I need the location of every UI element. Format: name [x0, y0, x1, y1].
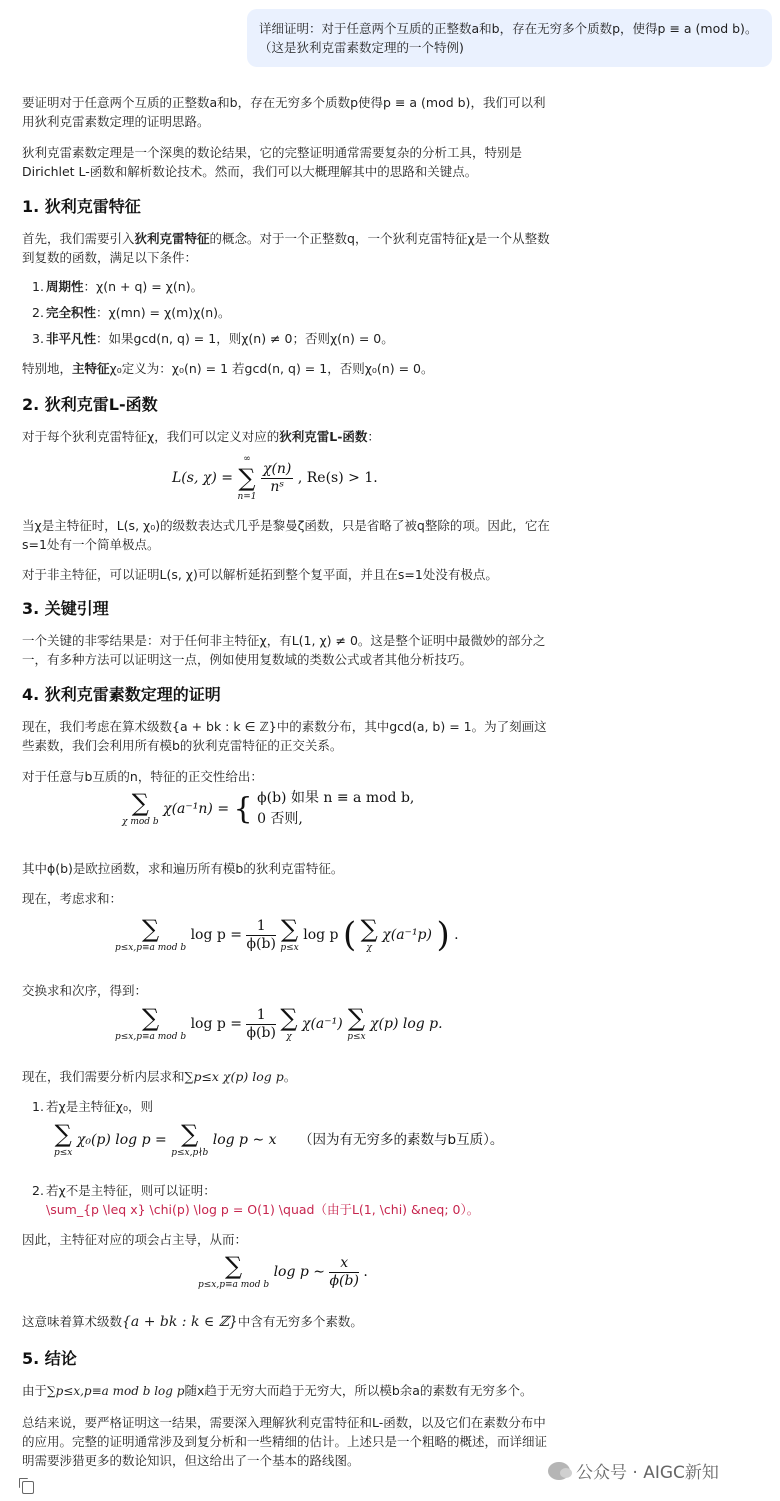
sum-formula-2: ∑ p≤x,p≡a mod b log p = $\frac{1}{\phi(b)}$ ∑ χ χ(a⁻¹) ∑ p≤x χ(p) log p. — [115, 1004, 443, 1042]
list-item: 3. 非平凡性：如果gcd(n, q) = 1，则χ(n) ≠ 0；否则χ(n) = 0。 — [32, 331, 394, 346]
wechat-icon — [548, 1462, 570, 1480]
principal-character-formula: ∑ p≤x χ₀(p) log p = ∑ p≤x,p∤b log p ∼ x （因为有无穷多的素数与b互质）。 — [54, 1120, 504, 1158]
user-message-bubble — [247, 9, 772, 67]
section-4-paragraph-7: 因此，主特征对应的项会占主导，从而： — [22, 1232, 248, 1247]
section-5-paragraph-1: 由于∑p≤x,p≡a mod b log p随x趋于无穷大而趋于无穷大，所以模b余a的素数有无穷多个。 — [22, 1383, 533, 1398]
sum-formula-1: ∑ p≤x,p≡a mod b log p = $\frac{1}{\phi(b)}$ ∑ p≤x log p ( ∑ χ χ(a⁻¹p) ) . — [115, 915, 459, 955]
unrendered-latex-code: \sum_{p \leq x} \chi(p) \log p = O(1) \quad（由于L(1, \chi) &neq; 0）。 — [46, 1202, 480, 1217]
section-1-title: 1. 狄利克雷特征 — [22, 197, 141, 216]
asymptotic-formula: ∑ p≤x,p≡a mod b log p ∼ $\frac{x}{\phi(b)}$ . — [198, 1252, 368, 1290]
copy-icon[interactable] — [22, 1481, 34, 1494]
list-item: 1. 周期性：χ(n + q) = χ(n)。 — [32, 279, 204, 294]
section-4-paragraph-1: 现在，我们考虑在算术级数{a + bk : k ∈ ℤ}中的素数分布，其中gcd(a, b) = 1。为了刻画这些素数，我们会利用所有模b的狄利克雷特征的正交关系。 — [22, 719, 547, 753]
section-3-title: 3. 关键引理 — [22, 599, 109, 618]
section-3-paragraph-1: 一个关键的非零结果是：对于任何非主特征χ，有L(1, χ) ≠ 0。这是整个证明中最微妙的部分之一，有多种方法可以证明这一点，例如使用复数域的类数公式或者其他分析技巧。 — [22, 633, 546, 667]
l-function-formula: L(s, χ) = ∞ ∑ n=1 $\frac{\chi(n)}{\text{nˢ}}$ , Re(s) > 1. — [172, 454, 378, 502]
intro-paragraph-1: 要证明对于任意两个互质的正整数a和b，存在无穷多个质数p使得p ≡ a (mod b)，我们可以利用狄利克雷素数定理的证明思路。 — [22, 95, 546, 129]
section-1-paragraph-1: 首先，我们需要引入狄利克雷特征的概念。对于一个正整数q，一个狄利克雷特征χ是一个从整数到复数的函数，满足以下条件： — [22, 231, 550, 265]
section-4-paragraph-2: 对于任意与b互质的n，特征的正交性给出： — [22, 769, 263, 784]
section-4-paragraph-8: 这意味着算术级数{a + bk : k ∈ ℤ}中含有无穷多个素数。 — [22, 1314, 363, 1330]
section-4-title: 4. 狄利克雷素数定理的证明 — [22, 685, 221, 704]
section-1-paragraph-2: 特别地，主特征χ₀定义为：χ₀(n) = 1 若gcd(n, q) = 1，否则χ₀(n) = 0。 — [22, 361, 434, 376]
user-message-text: 详细证明：对于任意两个互质的正整数a和b，存在无穷多个质数p，使得p ≡ a (mod b)。（这是狄利克雷素数定理的一个特例) — [259, 21, 758, 55]
list-item: 2. 完全积性：χ(mn) = χ(m)χ(n)。 — [32, 305, 231, 320]
section-2-paragraph-2: 当χ是主特征时，L(s, χ₀)的级数表达式几乎是黎曼ζ函数，只是省略了被q整除的项。因此，它在s=1处有一个简单极点。 — [22, 518, 550, 552]
section-4-paragraph-3: 其中ϕ(b)是欧拉函数，求和遍历所有模b的狄利克雷特征。 — [22, 861, 344, 876]
section-4-paragraph-6: 现在，我们需要分析内层求和∑p≤x χ(p) log p。 — [22, 1069, 297, 1084]
orthogonality-formula: ∑ χ mod b χ(a⁻¹n) = { ϕ(b) 如果 n ≡ a mod b, 0 否则, — [122, 789, 415, 827]
list-item: 2. 若χ不是主特征，则可以证明： — [32, 1183, 216, 1198]
section-4-paragraph-5: 交换求和次序，得到： — [22, 983, 148, 998]
section-2-title: 2. 狄利克雷L-函数 — [22, 395, 158, 414]
intro-paragraph-2: 狄利克雷素数定理是一个深奥的数论结果，它的完整证明通常需要复杂的分析工具，特别是Dirichlet L-函数和解析数论技术。然而，我们可以大概理解其中的思路和关键点。 — [22, 145, 523, 179]
section-5-paragraph-2: 总结来说，要严格证明这一结果，需要深入理解狄利克雷特征和L-函数，以及它们在素数分布中的应用。完整的证明通常涉及到复分析和一些精细的估计。上述只是一个粗略的概述，而详细证明需要涉猎更多的数论知识，但这给出了一个基本的路线图。 — [22, 1415, 548, 1468]
section-2-paragraph-3: 对于非主特征，可以证明L(s, χ)可以解析延拓到整个复平面，并且在s=1处没有极点。 — [22, 567, 498, 582]
list-item: 1. 若χ是主特征χ₀，则 — [32, 1099, 153, 1114]
watermark — [548, 1458, 719, 1483]
section-4-paragraph-4: 现在，考虑求和： — [22, 891, 123, 906]
section-5-title: 5. 结论 — [22, 1349, 77, 1368]
watermark-text: 公众号 · AIGC新知 — [576, 1463, 719, 1483]
section-2-paragraph-1: 对于每个狄利克雷特征χ，我们可以定义对应的狄利克雷L-函数： — [22, 429, 380, 444]
